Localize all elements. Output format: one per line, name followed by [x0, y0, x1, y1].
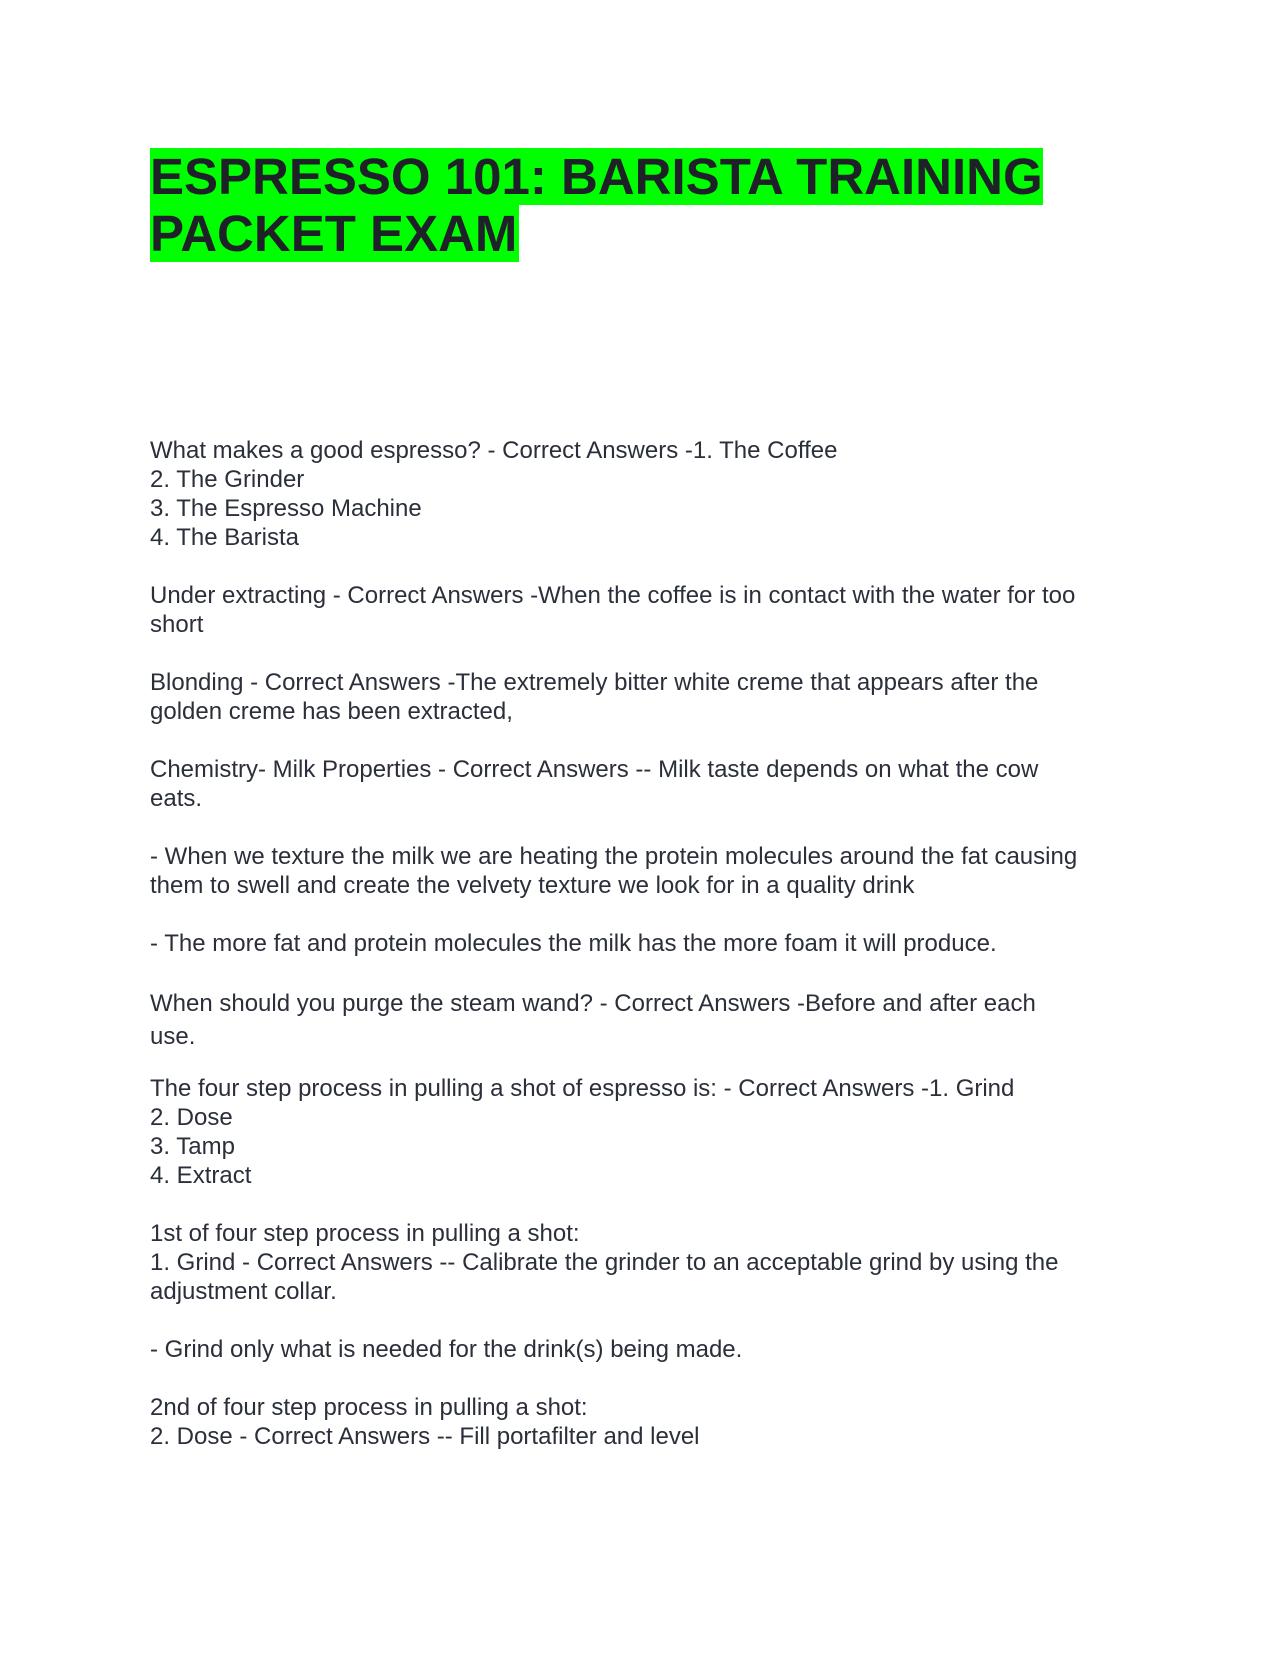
qa-block-grind-only [150, 1335, 1130, 1364]
text-line: golden creme has been extracted, [150, 698, 513, 725]
text-line: 1st of four step process in pulling a shot: [150, 1220, 580, 1247]
text-line: 1. Grind - Correct Answers -- Calibrate the grinder to an acceptable grind by using the [150, 1249, 1059, 1276]
text-line: When should you purge the steam wand? - Correct Answers -Before and after each [150, 990, 1036, 1017]
text-line: - Grind only what is needed for the drink(s) being made. [150, 1336, 743, 1363]
text-line: short [150, 611, 204, 638]
text-line: 3. The Espresso Machine [150, 495, 422, 522]
text-line: What makes a good espresso? - Correct Answers -1. The Coffee [150, 437, 838, 464]
text-line: use. [150, 1023, 196, 1050]
qa-block-under-extracting [150, 581, 1130, 639]
text-line: Under extracting - Correct Answers -When the coffee is in contact with the water for too [150, 582, 1076, 609]
text-line: 4. Extract [150, 1162, 252, 1189]
qa-block-steam-wand [150, 987, 1130, 1053]
qa-block-milk-properties [150, 755, 1130, 813]
text-line: The four step process in pulling a shot of espresso is: - Correct Answers -1. Grind [150, 1075, 1015, 1102]
qa-block-dose [150, 1393, 1130, 1451]
text-line: 4. The Barista [150, 524, 299, 551]
text-line: adjustment collar. [150, 1278, 337, 1305]
title-spacer [150, 262, 1130, 436]
qa-block-good-espresso [150, 436, 1130, 552]
text-line: Chemistry- Milk Properties - Correct Answers -- Milk taste depends on what the cow [150, 756, 1039, 783]
title-highlight [150, 148, 1043, 262]
text-line: 2. Dose - Correct Answers -- Fill portafilter and level [150, 1423, 700, 1450]
qa-block-foam [150, 929, 1130, 958]
qa-block-four-step-process [150, 1074, 1130, 1190]
text-line: 3. Tamp [150, 1133, 235, 1160]
document-title [150, 148, 1130, 262]
text-line: 2nd of four step process in pulling a shot: [150, 1394, 588, 1421]
text-line: 2. Dose [150, 1104, 233, 1131]
text-line: - The more fat and protein molecules the milk has the more foam it will produce. [150, 930, 997, 957]
qa-block-blonding [150, 668, 1130, 726]
qa-block-grind [150, 1219, 1130, 1306]
text-line: 2. The Grinder [150, 466, 305, 493]
text-line: eats. [150, 785, 203, 812]
qa-block-texture-milk [150, 842, 1130, 900]
text-line: Blonding - Correct Answers -The extremely bitter white creme that appears after the [150, 669, 1039, 696]
text-line: - When we texture the milk we are heating the protein molecules around the fat causing [150, 843, 1078, 870]
text-line: them to swell and create the velvety texture we look for in a quality drink [150, 872, 915, 899]
title-line-1: ESPRESSO 101: BARISTA TRAINING [150, 148, 1043, 205]
document-content [150, 148, 1130, 1480]
title-line-2: PACKET EXAM [150, 205, 518, 262]
